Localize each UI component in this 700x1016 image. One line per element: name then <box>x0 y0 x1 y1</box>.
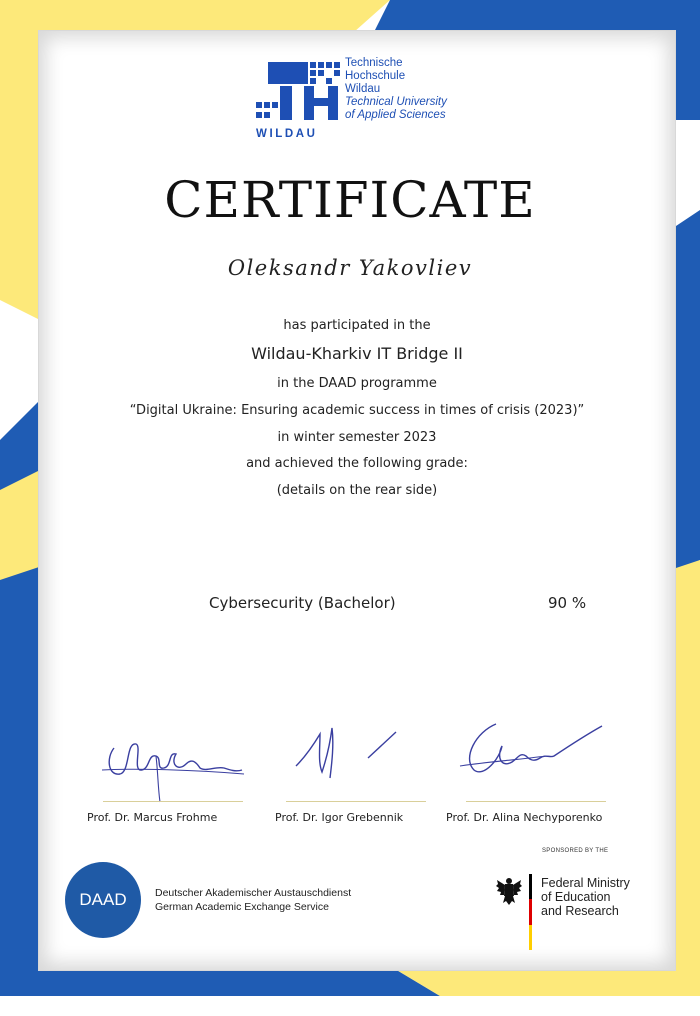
th-wildau-logo <box>250 58 342 128</box>
signature-line-3 <box>466 801 606 802</box>
body-line-3: in the DAAD programme <box>277 376 437 391</box>
body-line-6: and achieved the following grade: <box>246 456 468 471</box>
german-flag-bar <box>529 874 532 950</box>
university-line-1: Technische <box>345 57 403 69</box>
sponsored-by-label: SPONSORED BY THE <box>542 848 609 854</box>
daad-name-en: German Academic Exchange Service <box>155 901 329 913</box>
program-title: “Digital Ukraine: Ensuring academic success in times of crisis (2023)” <box>129 403 585 418</box>
bmbf-name <box>541 876 630 918</box>
university-line-5: of Applied Sciences <box>345 109 446 121</box>
signature-nechyporenko <box>456 718 606 788</box>
signatory-1-name: Prof. Dr. Marcus Frohme <box>87 811 218 824</box>
federal-eagle-icon <box>496 876 522 906</box>
bmbf-line-1: Federal Ministry <box>541 876 630 890</box>
wildau-wordmark: WILDAU <box>256 128 318 140</box>
university-line-3: Wildau <box>345 83 381 95</box>
university-name <box>345 57 447 122</box>
grade-subject: Cybersecurity (Bachelor) <box>209 594 396 612</box>
daad-logo: DAAD <box>65 862 141 938</box>
body-line-1: has participated in the <box>283 318 431 333</box>
grade-value: 90 % <box>548 594 587 612</box>
signature-line-2 <box>286 801 426 802</box>
bmbf-line-2: of Education <box>541 890 611 904</box>
bmbf-line-3: and Research <box>541 904 619 918</box>
body-line-7: (details on the rear side) <box>276 483 438 498</box>
body-line-5: in winter semester 2023 <box>277 430 437 445</box>
program-name: Wildau-Kharkiv IT Bridge II <box>251 344 463 363</box>
daad-name <box>155 886 351 914</box>
signatory-3-name: Prof. Dr. Alina Nechyporenko <box>446 811 603 824</box>
signature-frohme <box>96 728 246 803</box>
certificate-title: CERTIFICATE <box>164 171 536 229</box>
daad-name-de: Deutscher Akademischer Austauschdienst <box>155 887 352 899</box>
signature-line-1 <box>103 801 243 802</box>
university-line-4: Technical University <box>345 96 447 108</box>
signature-grebennik <box>290 722 410 792</box>
signatory-2-name: Prof. Dr. Igor Grebennik <box>275 811 404 824</box>
recipient-name: Oleksandr Yakovliev <box>227 256 473 280</box>
university-line-2: Hochschule <box>345 70 406 82</box>
